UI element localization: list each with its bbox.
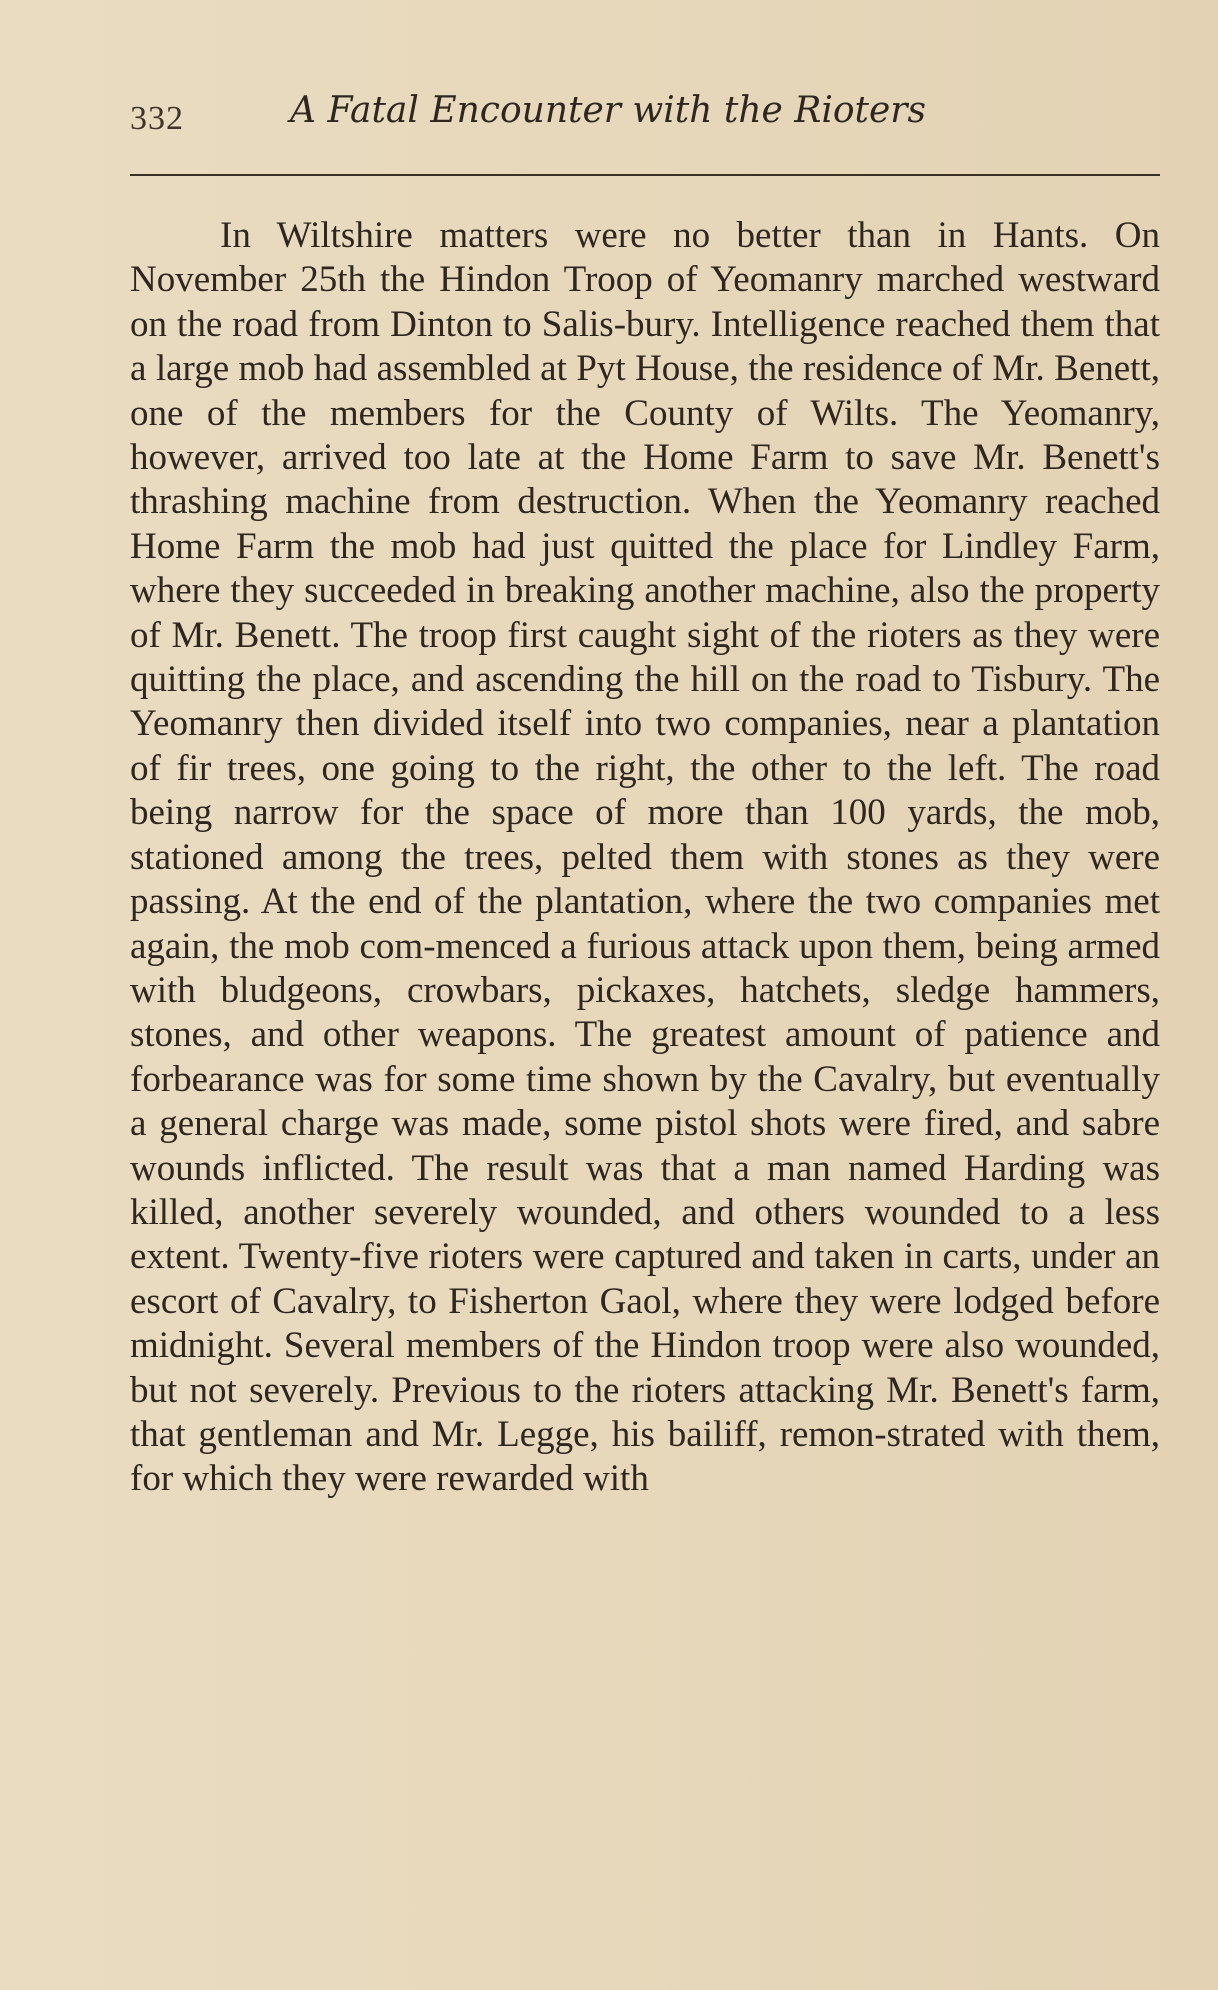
page-number: 332 [130, 100, 184, 137]
body-paragraph: In Wiltshire matters were no better than in Hants. On November 25th the Hindon Troop of Yeomanry marched westward on the road from Dinton to Salis-bury. Intelligence reached them that a large mob had assembled at Pyt House, the residence of Mr. Benett, one of the members for the County of Wilts. The Yeomanry, however, arrived too late at the Home Farm to save Mr. Benett's thrashing machine from destruction. When the Yeomanry reached Home Farm the mob had just quitted the place for Lindley Farm, where they succeeded in breaking another machine, also the property of Mr. Benett. The troop first caught sight of the rioters as they were quitting the place, and ascending the hill on the road to Tisbury. The Yeomanry then divided itself into two companies, near a plantation of fir trees, one going to the right, the other to the left. The road being narrow for the space of more than 100 yards, the mob, stationed among the trees, pelted them with stones as they were passing. At the end of the plantation, where the two companies met again, the mob com-menced a furious attack upon them, being armed with bludgeons, crowbars, pickaxes, hatchets, sledge hammers, stones, and other weapons. The greatest amount of patience and forbearance was for some time shown by the Cavalry, but eventually a general charge was made, some pistol shots were fired, and sabre wounds inflicted. The result was that a man named Harding was killed, another severely wounded, and others wounded to a less extent. Twenty-five rioters were captured and taken in carts, under an escort of Cavalry, to Fisherton Gaol, where they were lodged before midnight. Several members of the Hindon troop were also wounded, but not severely. Previous to the rioters attacking Mr. Benett's farm, that gentleman and Mr. Legge, his bailiff, remon-strated with them, for which they were rewarded with [130, 215, 1160, 1500]
page-header [130, 90, 1160, 150]
running-head: A Fatal Encounter with the Rioters [290, 90, 926, 131]
header-rule [130, 174, 1160, 176]
